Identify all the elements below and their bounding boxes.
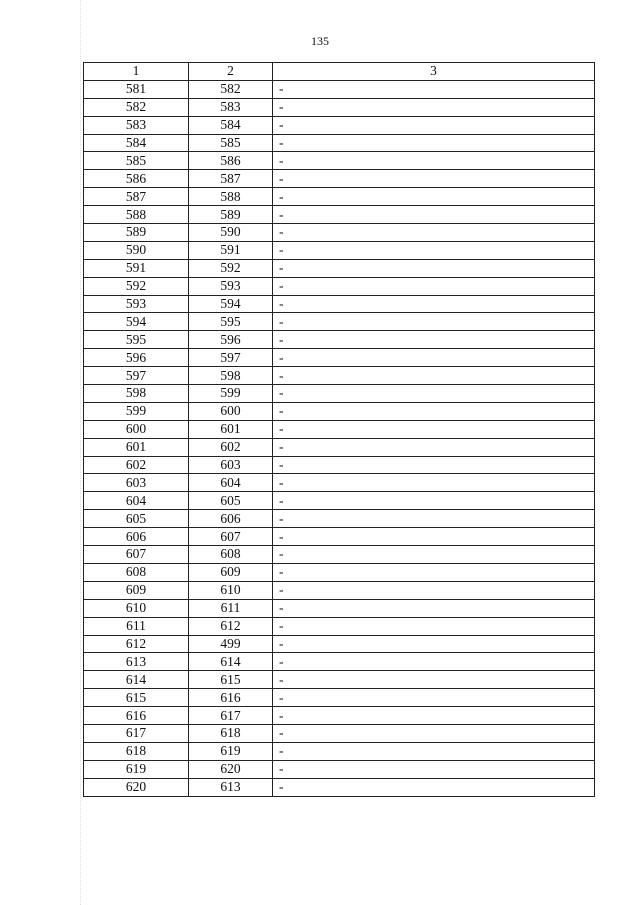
table-row [84,170,595,188]
table-row [84,134,595,152]
cell-col-3: - [273,367,595,385]
cell-col-3: - [273,224,595,242]
cell-col-3: - [273,528,595,546]
table-row [84,385,595,403]
cell-col-1: 615 [84,689,189,707]
margin-guide [80,0,81,905]
cell-col-2: 597 [189,349,273,367]
column-header-1: 1 [84,63,189,81]
table-row [84,546,595,564]
cell-col-1: 608 [84,563,189,581]
cell-col-3: - [273,492,595,510]
cell-col-2: 589 [189,206,273,224]
cell-col-1: 602 [84,456,189,474]
cell-col-1: 612 [84,635,189,653]
cell-col-1: 613 [84,653,189,671]
cell-col-3: - [273,134,595,152]
cell-col-2: 610 [189,581,273,599]
cell-col-3: - [273,259,595,277]
cell-col-1: 595 [84,331,189,349]
table-row [84,671,595,689]
cell-col-1: 609 [84,581,189,599]
table-row [84,98,595,116]
cell-col-2: 619 [189,742,273,760]
table-row [84,563,595,581]
cell-col-1: 591 [84,259,189,277]
cell-col-1: 606 [84,528,189,546]
cell-col-1: 593 [84,295,189,313]
cell-col-2: 612 [189,617,273,635]
cell-col-3: - [273,778,595,796]
cell-col-2: 587 [189,170,273,188]
cell-col-3: - [273,707,595,725]
cell-col-2: 603 [189,456,273,474]
cell-col-3: - [273,510,595,528]
cell-col-2: 617 [189,707,273,725]
cell-col-2: 584 [189,116,273,134]
column-header-3: 3 [273,63,595,81]
cell-col-3: - [273,277,595,295]
cell-col-1: 610 [84,599,189,617]
table-body [84,80,595,796]
cell-col-2: 615 [189,671,273,689]
table-row [84,474,595,492]
table-row [84,599,595,617]
cell-col-2: 596 [189,331,273,349]
cell-col-1: 599 [84,402,189,420]
cell-col-1: 582 [84,98,189,116]
cell-col-3: - [273,116,595,134]
cell-col-2: 605 [189,492,273,510]
cell-col-1: 588 [84,206,189,224]
cell-col-1: 590 [84,241,189,259]
cell-col-3: - [273,671,595,689]
cell-col-3: - [273,599,595,617]
table-row [84,80,595,98]
table-row [84,581,595,599]
table-row [84,742,595,760]
cell-col-1: 603 [84,474,189,492]
cell-col-1: 587 [84,188,189,206]
cell-col-3: - [273,546,595,564]
cell-col-1: 614 [84,671,189,689]
cell-col-2: 616 [189,689,273,707]
table-row [84,116,595,134]
table-row [84,152,595,170]
cell-col-2: 620 [189,760,273,778]
cell-col-2: 590 [189,224,273,242]
cell-col-2: 602 [189,438,273,456]
cell-col-2: 611 [189,599,273,617]
cell-col-3: - [273,438,595,456]
cell-col-3: - [273,313,595,331]
table-row [84,707,595,725]
cell-col-1: 583 [84,116,189,134]
cell-col-2: 499 [189,635,273,653]
table-row [84,778,595,796]
cell-col-3: - [273,349,595,367]
cell-col-1: 594 [84,313,189,331]
cell-col-1: 611 [84,617,189,635]
cell-col-1: 596 [84,349,189,367]
cell-col-2: 591 [189,241,273,259]
table-row [84,331,595,349]
table-row [84,295,595,313]
cell-col-1: 620 [84,778,189,796]
cell-col-2: 608 [189,546,273,564]
cell-col-1: 619 [84,760,189,778]
cell-col-2: 582 [189,80,273,98]
cell-col-3: - [273,563,595,581]
cell-col-2: 606 [189,510,273,528]
cell-col-3: - [273,98,595,116]
cell-col-3: - [273,760,595,778]
cell-col-3: - [273,80,595,98]
table-row [84,689,595,707]
cell-col-1: 618 [84,742,189,760]
page-number: 135 [311,34,329,48]
cell-col-2: 598 [189,367,273,385]
table-row [84,438,595,456]
cell-col-3: - [273,385,595,403]
cell-col-2: 601 [189,420,273,438]
table-row [84,367,595,385]
cell-col-2: 594 [189,295,273,313]
table-row [84,206,595,224]
table-header-row [84,63,595,81]
table-row [84,760,595,778]
table-row [84,528,595,546]
cell-col-1: 616 [84,707,189,725]
cell-col-1: 592 [84,277,189,295]
table-row [84,402,595,420]
cell-col-3: - [273,170,595,188]
cell-col-3: - [273,402,595,420]
cell-col-1: 605 [84,510,189,528]
cell-col-3: - [273,474,595,492]
cell-col-2: 599 [189,385,273,403]
cell-col-1: 585 [84,152,189,170]
cell-col-1: 598 [84,385,189,403]
cell-col-3: - [273,152,595,170]
cell-col-1: 584 [84,134,189,152]
data-table [83,62,595,797]
cell-col-3: - [273,420,595,438]
table-row [84,313,595,331]
cell-col-2: 586 [189,152,273,170]
cell-col-2: 618 [189,724,273,742]
cell-col-3: - [273,295,595,313]
cell-col-3: - [273,653,595,671]
table-row [84,259,595,277]
cell-col-3: - [273,206,595,224]
cell-col-2: 583 [189,98,273,116]
cell-col-2: 613 [189,778,273,796]
table-row [84,492,595,510]
cell-col-3: - [273,581,595,599]
cell-col-2: 595 [189,313,273,331]
table-row [84,277,595,295]
cell-col-3: - [273,241,595,259]
cell-col-1: 581 [84,80,189,98]
cell-col-1: 617 [84,724,189,742]
cell-col-3: - [273,689,595,707]
cell-col-1: 607 [84,546,189,564]
cell-col-1: 597 [84,367,189,385]
table-row [84,224,595,242]
table-row [84,420,595,438]
cell-col-2: 600 [189,402,273,420]
table-row [84,510,595,528]
cell-col-1: 604 [84,492,189,510]
cell-col-1: 600 [84,420,189,438]
cell-col-3: - [273,724,595,742]
table-row [84,349,595,367]
table-row [84,188,595,206]
table-row [84,724,595,742]
table-row [84,635,595,653]
table-row [84,456,595,474]
column-header-2: 2 [189,63,273,81]
cell-col-3: - [273,617,595,635]
cell-col-1: 586 [84,170,189,188]
cell-col-1: 601 [84,438,189,456]
table-row [84,241,595,259]
cell-col-3: - [273,456,595,474]
cell-col-2: 609 [189,563,273,581]
cell-col-2: 604 [189,474,273,492]
table-row [84,617,595,635]
cell-col-3: - [273,331,595,349]
table-row [84,653,595,671]
cell-col-3: - [273,635,595,653]
cell-col-2: 585 [189,134,273,152]
cell-col-2: 588 [189,188,273,206]
cell-col-2: 592 [189,259,273,277]
cell-col-2: 593 [189,277,273,295]
cell-col-2: 607 [189,528,273,546]
cell-col-1: 589 [84,224,189,242]
cell-col-3: - [273,188,595,206]
cell-col-3: - [273,742,595,760]
cell-col-2: 614 [189,653,273,671]
